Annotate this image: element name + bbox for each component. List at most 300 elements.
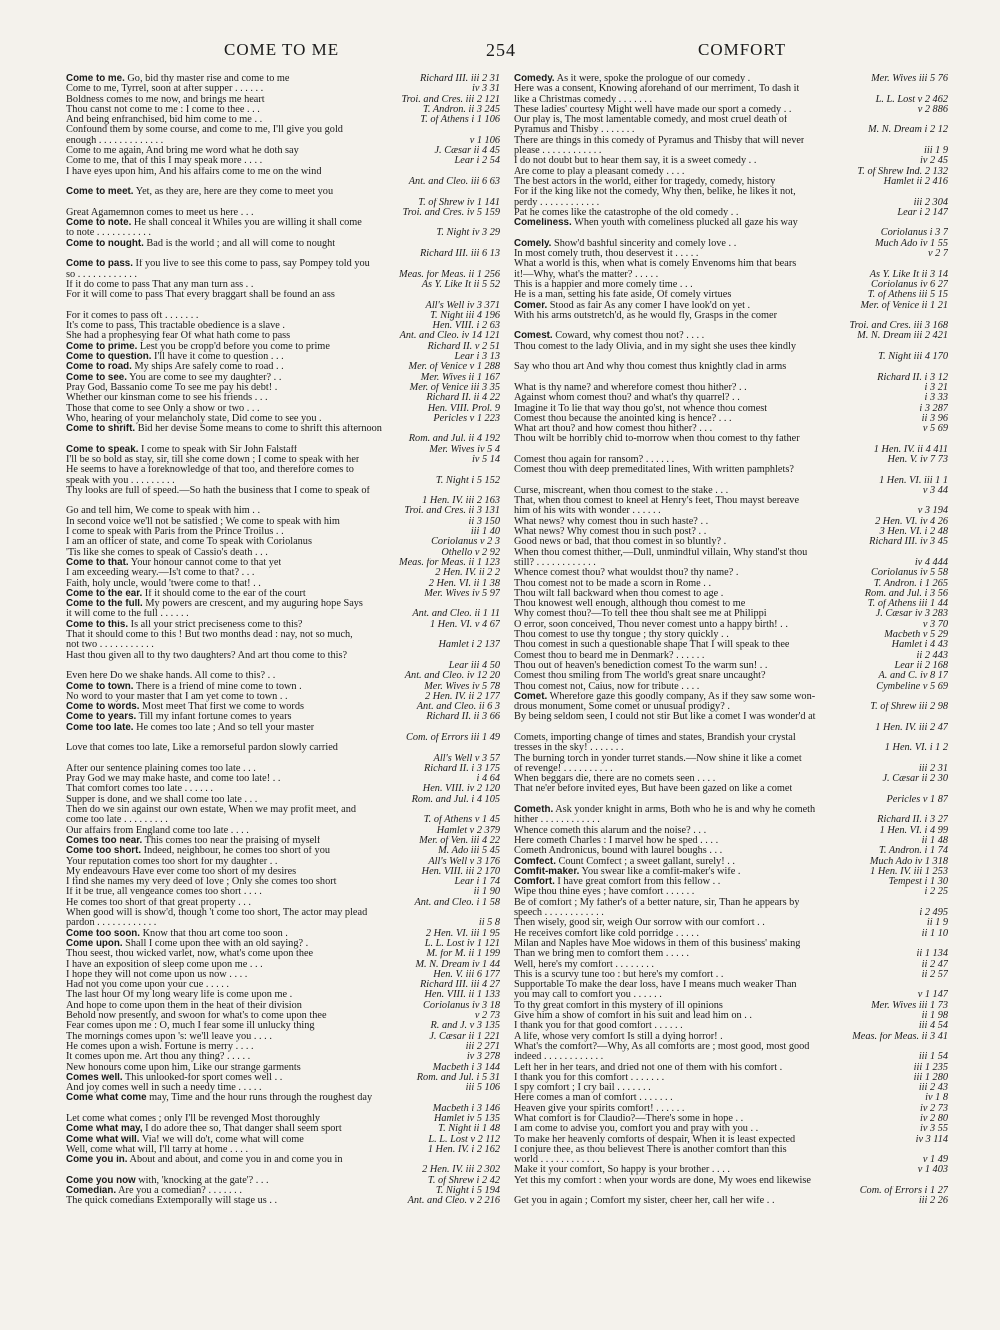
- quote: This comes too near the praising of myself: [142, 835, 321, 846]
- quote: Your reputation comes too short for my daughter . .: [66, 856, 278, 867]
- play-reference: Troi. and Cres. ii 3 131: [404, 506, 500, 517]
- entry-line: [514, 517, 948, 527]
- quotation-text: [514, 702, 730, 712]
- quotation-text: [66, 1093, 372, 1103]
- entry-line: [66, 208, 500, 218]
- entry-line: [66, 548, 500, 558]
- quote: Against whom comest thou? and what's thy quarrel? . .: [514, 393, 740, 404]
- play-reference: M. N. Dream iv 1 44: [415, 959, 500, 970]
- quotation-text: [514, 125, 635, 135]
- play-reference: v 5 69: [922, 424, 948, 435]
- entry-line: [514, 383, 948, 393]
- headword: Come to note.: [66, 218, 132, 229]
- entry-line: [66, 579, 500, 589]
- play-reference: v 2 73: [474, 1011, 500, 1022]
- entry-line: [66, 414, 500, 424]
- play-reference: Richard II. v 2 51: [427, 341, 500, 352]
- quote: This is a scurvy tune too : but here's my comfort . .: [514, 969, 724, 980]
- quotation-text: [514, 1155, 600, 1165]
- headword: Comfort.: [514, 877, 555, 888]
- quote: so . . . . . . . . . . . .: [66, 269, 137, 280]
- quote: Say who thou art And why thou comest thus knightly clad in arms: [514, 362, 787, 373]
- headword: Come to the ear.: [66, 588, 143, 599]
- play-reference: Cymbeline v 5 69: [876, 681, 948, 692]
- quote: Who, hearing of your melancholy state, Did come to see you .: [66, 413, 322, 424]
- play-reference: iii 2 26: [918, 1196, 948, 1207]
- play-reference: iii 1 54: [918, 1052, 948, 1063]
- entry-line: [514, 784, 948, 794]
- entry-line: [514, 1021, 948, 1031]
- quote: Most meet That first we come to words: [139, 702, 305, 713]
- play-reference: v 2 7: [927, 249, 948, 260]
- quotation-text: [66, 486, 370, 496]
- page-header: [0, 40, 1000, 64]
- quotation-text: [514, 1093, 673, 1103]
- quote: I spy comfort ; I cry bail . . . . . . .: [514, 1083, 651, 1094]
- quote: This is a happier and more comely time . . .: [514, 279, 693, 290]
- play-reference: Richard II. ii 3 66: [426, 712, 500, 723]
- play-reference: Richard II. ii 4 22: [426, 393, 500, 404]
- quotation-text: [514, 949, 689, 959]
- quote: With his arms outstretch'd, as he would fly, Grasps in the comer: [514, 310, 778, 321]
- entry-line: [66, 857, 500, 867]
- quotation-text: [514, 434, 800, 444]
- quote: In second voice we'll not be satisfied ; We come to speak with him: [66, 516, 340, 527]
- page-number: 254: [486, 40, 516, 60]
- quote: Via! we will do't, come what will come: [139, 1134, 304, 1145]
- quote: Come to me, that of this I may speak more . . . .: [66, 156, 263, 167]
- quote: Love that comes too late, Like a remorseful pardon slowly carried: [66, 743, 338, 754]
- quotation-text: [66, 1155, 343, 1165]
- play-reference: T. Andron. ii 3 245: [422, 104, 500, 115]
- entry-line: [66, 198, 500, 208]
- entry-line: [514, 651, 948, 661]
- quote: I do adore thee so, That danger shall seem sport: [142, 1124, 342, 1135]
- play-reference: Richard II. i 3 175: [424, 763, 500, 774]
- quote: Ask yonder knight in arms, Both who he is and why he cometh: [553, 805, 816, 816]
- play-reference: J. Cæsar ii 1 221: [429, 1031, 500, 1042]
- entry-line: [514, 249, 948, 259]
- entry-line: [514, 826, 948, 836]
- play-reference: Pericles v 1 223: [433, 413, 500, 424]
- entry-line: [514, 404, 948, 414]
- entry-line: [66, 537, 500, 547]
- entry-line: [66, 1165, 500, 1175]
- entry-line: [66, 887, 500, 897]
- play-reference: Com. of Errors i 1 27: [859, 1186, 948, 1197]
- quote: Here comes a man of comfort . . . . . . .: [514, 1093, 673, 1104]
- quote: Then do we sin against our own estate, When we may profit meet, and: [66, 805, 357, 816]
- quotation-text: [514, 939, 800, 949]
- entry-line: [66, 651, 500, 661]
- headword: Come too late.: [66, 722, 134, 733]
- quotation-text: [514, 290, 731, 300]
- quotation-text: [66, 136, 163, 146]
- entry-line: [66, 125, 500, 135]
- quote: The mornings comes upon 's: we'll leave you . . . .: [66, 1031, 272, 1042]
- quotation-text: [514, 877, 720, 887]
- quotation-text: [66, 1011, 327, 1021]
- quote: Yet, as they are, here are they come to meet you: [133, 187, 334, 198]
- entry-line: [66, 331, 500, 341]
- quotation-text: [514, 599, 745, 609]
- quote: Imagine it To lie that way thou go'st, not whence thou comest: [514, 403, 768, 414]
- headword: Comest.: [514, 331, 553, 342]
- quote: You swear like a comfit-maker's wife .: [579, 866, 741, 877]
- play-reference: iv 2 45: [919, 156, 948, 167]
- play-reference: T. of Shrew iv 1 141: [418, 197, 500, 208]
- play-reference: Hen. VIII. iv 2 120: [422, 784, 500, 795]
- play-reference: Mer. of Venice iii 3 35: [409, 382, 500, 393]
- headword: Come what will.: [66, 1134, 140, 1145]
- quotation-text: [66, 836, 320, 846]
- entry-line: [66, 465, 500, 475]
- quotation-text: [514, 1073, 664, 1083]
- quote: What art thou? and how comest thou hither? . . .: [514, 424, 713, 435]
- quotation-text: [514, 692, 815, 702]
- quotation-text: [66, 218, 362, 228]
- quote: Get you in again ; Comfort my sister, cheer her, call her wife . .: [514, 1196, 775, 1207]
- play-reference: i 3 33: [924, 393, 948, 404]
- play-reference: A. and C. iv 8 17: [878, 671, 948, 682]
- entry-line: [514, 259, 948, 269]
- entry-line: [66, 960, 500, 970]
- quote: I'll be so bold as stay, sir, till she come down ; I come to speak with her: [66, 454, 360, 465]
- quote: About and about, and come you in and come you in: [127, 1155, 343, 1166]
- quotation-text: [66, 1052, 250, 1062]
- quote: Left her in her tears, and dried not one of them with his comfort .: [514, 1062, 783, 1073]
- quotation-text: [66, 537, 312, 547]
- quotation-text: [514, 857, 735, 867]
- quote: not two . . . . . . . . . . .: [66, 640, 154, 651]
- quotation-text: [66, 630, 353, 640]
- play-reference: v 1 403: [917, 1165, 948, 1176]
- entry-line: [514, 712, 948, 722]
- quotation-text: [514, 280, 693, 290]
- entry-line: [514, 198, 948, 208]
- entry-line: [514, 620, 948, 630]
- quotation-text: [66, 929, 288, 939]
- quote: It comes upon me. Art thou any thing? . . . . .: [66, 1052, 251, 1063]
- quotation-text: [514, 1011, 752, 1021]
- play-reference: 2 Hen. IV. ii 2 2: [435, 568, 500, 579]
- play-reference: Much Ado iv 1 318: [869, 856, 948, 867]
- play-reference: 1 Hen. IV. i 2 162: [427, 1144, 500, 1155]
- play-reference: 1 Hen. VI. iii 1 1: [879, 475, 948, 486]
- entry-line: [514, 239, 948, 249]
- entry-line: [514, 342, 948, 352]
- headword: Come to nought.: [66, 238, 144, 249]
- entry-line: [66, 733, 500, 743]
- play-reference: Richard II. i 3 27: [877, 815, 948, 826]
- entry-line: [514, 95, 948, 105]
- quotation-text: [514, 640, 789, 650]
- entry-line: [514, 548, 948, 558]
- play-reference: Troi. and Cres. iii 3 168: [849, 321, 948, 332]
- quote: Indeed, neighbour, he comes too short of you: [141, 846, 331, 857]
- play-reference: All's Well v 3 176: [428, 856, 500, 867]
- entry-line: [66, 280, 500, 290]
- quote: you may call to comfort you . . . . . .: [514, 990, 662, 1001]
- quotation-text: [514, 887, 694, 897]
- entry-line: [514, 414, 948, 424]
- quotation-text: [66, 867, 296, 877]
- headword: Comer.: [514, 300, 548, 311]
- quotation-text: [514, 980, 797, 990]
- entry-line: [66, 1032, 500, 1042]
- quote: I have an exposition of sleep come upon me . . .: [66, 959, 263, 970]
- quote: Thou wilt be horribly chid to-morrow when thou comest to thy father: [514, 434, 800, 445]
- quote: I thank you for this comfort . . . . . . .: [514, 1072, 665, 1083]
- quote: speak with you . . . . . . . . .: [66, 475, 175, 486]
- entry-line: [514, 990, 948, 1000]
- quote: It's come to pass, This tractable obedience is a slave .: [66, 321, 285, 332]
- entry-line: [66, 249, 500, 259]
- quote: Bad is the world ; and all will come to nought: [143, 238, 336, 249]
- play-reference: L. L. Lost v 2 112: [428, 1134, 500, 1145]
- quote: I am come to advise you, comfort you and pray with you . .: [514, 1124, 759, 1135]
- quotation-text: [66, 1021, 315, 1031]
- quote: As it were, spoke the prologue of our comedy .: [554, 74, 751, 84]
- quotation-text: [514, 1124, 758, 1134]
- quotation-text: [66, 826, 249, 836]
- quotation-text: [66, 949, 313, 959]
- play-reference: ii 5 8: [478, 918, 500, 929]
- headword: Come you in.: [66, 1155, 128, 1166]
- play-reference: v 3 44: [922, 485, 948, 496]
- quotation-text: [66, 1001, 302, 1011]
- entry-line: [66, 1011, 500, 1021]
- entry-line: [514, 1073, 948, 1083]
- entry-line: [514, 373, 948, 383]
- play-reference: v 1 106: [469, 135, 500, 146]
- entry-line: [514, 795, 948, 805]
- entry-line: [66, 1176, 500, 1186]
- quotation-text: [514, 177, 775, 187]
- entry-line: [514, 1196, 948, 1206]
- quote: Great Agamemnon comes to meet us here . . .: [66, 207, 254, 218]
- quotation-text: [514, 115, 787, 125]
- entry-line: [514, 445, 948, 455]
- quotation-text: [514, 331, 704, 341]
- quotation-text: [66, 784, 213, 794]
- play-reference: T. Night i 5 194: [435, 1186, 500, 1197]
- entry-line: [514, 733, 948, 743]
- quote: it!—Why, what's the matter? . . . . .: [514, 269, 659, 280]
- entry-line: [66, 404, 500, 414]
- play-reference: iv 3 114: [915, 1134, 948, 1145]
- quote: He seems to have a foreknowledge of that too, and therefore comes to: [66, 465, 354, 476]
- quote: Make it your comfort, So happy is your brother . . . .: [514, 1165, 730, 1176]
- entry-line: [66, 589, 500, 599]
- quotation-text: [66, 764, 256, 774]
- quotation-text: [66, 476, 175, 486]
- entry-line: [514, 115, 948, 125]
- quote: Supportable To make the dear loss, have I means much weaker Than: [514, 980, 797, 991]
- quote: I am exceeding weary.—Is't come to that? . . .: [66, 568, 255, 579]
- quotation-text: [66, 239, 335, 249]
- entry-line: [66, 558, 500, 568]
- quotation-text: [514, 1032, 723, 1042]
- entry-line: [514, 723, 948, 733]
- headword: Come to see.: [66, 372, 127, 383]
- entry-line: [514, 105, 948, 115]
- play-reference: iii 4 54: [918, 1021, 948, 1032]
- entry-line: [514, 1114, 948, 1124]
- quote: of revenge! . . . . . . . . . .: [514, 763, 613, 774]
- play-reference: iii 1 280: [913, 1072, 948, 1083]
- entry-line: [514, 465, 948, 475]
- play-reference: ii 2 443: [916, 650, 948, 661]
- quote: Comets, importing change of times and states, Brandish your crystal: [514, 733, 796, 743]
- entry-line: [514, 476, 948, 486]
- quotation-text: [66, 651, 347, 661]
- play-reference: As Y. Like It ii 5 52: [421, 279, 500, 290]
- entry-line: [66, 877, 500, 887]
- play-reference: ii 1 48: [921, 835, 948, 846]
- quotation-text: [66, 743, 338, 753]
- entry-line: [514, 579, 948, 589]
- entry-line: [66, 692, 500, 702]
- quote: Than we bring men to comfort them . . . . .: [514, 949, 690, 960]
- quotation-text: [66, 723, 314, 733]
- quotation-text: [514, 383, 747, 393]
- play-reference: iii 1 235: [913, 1062, 948, 1073]
- quotation-text: [66, 125, 343, 135]
- quotation-text: [66, 84, 263, 94]
- play-reference: J. Cæsar ii 2 30: [882, 774, 948, 785]
- quote: Heaven give your spirits comfort! . . . . . .: [514, 1103, 685, 1114]
- play-reference: Othello v 2 92: [441, 547, 500, 558]
- quote: Are come to play a pleasant comedy . . . .: [514, 166, 685, 177]
- headword: Comfit-maker.: [514, 866, 580, 877]
- quotation-text: [514, 198, 599, 208]
- entry-line: [66, 784, 500, 794]
- quote: hither . . . . . . . . . . . .: [514, 815, 600, 826]
- quotation-text: [66, 1032, 272, 1042]
- entry-line: [514, 743, 948, 753]
- play-reference: Mer. Wives iv 5 97: [424, 588, 500, 599]
- quote: Our affairs from England come too late . . . .: [66, 825, 249, 836]
- headword: Come to road.: [66, 362, 132, 373]
- quote: To make her heavenly comforts of despair, When it is least expected: [514, 1134, 796, 1145]
- quotation-text: [66, 517, 340, 527]
- play-reference: 3 Hen. VI. i 2 48: [879, 527, 948, 538]
- play-reference: T. Andron. i 1 74: [878, 846, 948, 857]
- quotation-text: [66, 342, 330, 352]
- play-reference: 1 Hen. VI. i 1 2: [884, 743, 948, 754]
- quote: Come to me, Tyrrel, soon at after supper . . . . . .: [66, 84, 264, 95]
- quotation-text: [66, 146, 299, 156]
- play-reference: iii 2 43: [918, 1083, 948, 1094]
- quote: Comest thou again for ransom? . . . . . .: [514, 454, 675, 465]
- play-reference: Richard II. i 3 12: [877, 372, 948, 383]
- quotation-text: [66, 1063, 301, 1073]
- play-reference: Mer. of Venice v 1 288: [408, 362, 500, 373]
- quote: still? . . . . . . . . . . . .: [514, 557, 596, 568]
- quote: Yet this my comfort : when your words are done, My woes end likewise: [514, 1175, 811, 1186]
- play-reference: Coriolanus v 2 3: [431, 537, 500, 548]
- quotation-text: [514, 1114, 743, 1124]
- quote: By being seldom seen, I could not stir But like a comet I was wonder'd at: [514, 712, 816, 723]
- quote: Behold now presently, and swoon for what's to come upon thee: [66, 1011, 327, 1022]
- quote: Coward, why comest thou not? . . . .: [552, 331, 705, 342]
- entry-line: [66, 795, 500, 805]
- quote: For it will come to pass That every braggart shall be found an ass: [66, 290, 335, 301]
- quotation-text: [66, 980, 229, 990]
- entry-line: [66, 754, 500, 764]
- quotation-text: [66, 898, 251, 908]
- quote: New honours come upon him, Like our strange garments: [66, 1062, 301, 1073]
- quote: These ladies' courtesy Might well have made our sport a comedy . .: [514, 104, 792, 115]
- quote: please . . . . . . . . . . . .: [514, 146, 602, 157]
- quote: That comfort comes too late . . . . . .: [66, 784, 213, 795]
- quote: Thou comest in such a questionable shape That I will speak to thee: [514, 640, 790, 651]
- headword: Come to question.: [66, 352, 152, 363]
- play-reference: Ant. and Cleo. v 2 216: [407, 1196, 500, 1207]
- quote: I do not doubt but to hear them say, it is a sweet comedy . .: [514, 156, 757, 167]
- quote: You are come to see my daughter? . .: [126, 372, 282, 383]
- entry-line: [514, 290, 948, 300]
- quote: Thou comest to the lady Olivia, and in my sight she uses thee kindly: [514, 341, 796, 352]
- play-reference: ii 1 10: [921, 928, 948, 939]
- quote: He receives comfort like cold porridge . . . . .: [514, 928, 699, 939]
- entry-line: [514, 187, 948, 197]
- play-reference: Hen. VIII. ii 1 133: [424, 990, 500, 1001]
- quotation-text: [66, 74, 290, 84]
- entry-line: [514, 1001, 948, 1011]
- play-reference: Richard III. iii 4 27: [420, 980, 500, 991]
- play-reference: i 4 64: [476, 774, 500, 785]
- quote: Thou seest, thou wicked varlet, now, what's come upon thee: [66, 949, 314, 960]
- quotation-text: [514, 898, 799, 908]
- entry-line: [66, 949, 500, 959]
- entry-line: [66, 712, 500, 722]
- play-reference: T. of Athens i 1 106: [420, 115, 500, 126]
- headword: Come to years.: [66, 712, 137, 723]
- quotation-text: [66, 558, 281, 568]
- quote: Let come what comes ; only I'll be revenged Most thoroughly: [66, 1113, 321, 1124]
- quotation-text: [514, 95, 652, 105]
- play-reference: Mer. Wives iii 1 73: [871, 1000, 948, 1011]
- entry-line: [514, 918, 948, 928]
- quote: Even here Do we shake hands. All come to this? . .: [66, 671, 276, 682]
- quotation-text: [514, 486, 728, 496]
- quote: Whence comest thou? what wouldst thou? thy name? .: [514, 568, 739, 579]
- quote: Thou knowest well enough, although thou comest to me: [514, 599, 746, 610]
- entry-line: [514, 599, 948, 609]
- quote: Hast thou given all to thy two daughters? And art thou come to this?: [66, 650, 348, 661]
- play-reference: Mer. Wives iii 5 76: [871, 74, 948, 84]
- quote: Well, here's my comfort . . . . . . . .: [514, 959, 655, 970]
- quote: I come to speak with Sir John Falstaff: [138, 444, 298, 455]
- right-column: [514, 74, 948, 1319]
- header-right-keyword: COMFORT: [698, 40, 787, 59]
- entry-line: [66, 301, 500, 311]
- entry-line: [66, 84, 500, 94]
- entry-line: [66, 1145, 500, 1155]
- entry-line: [66, 1155, 500, 1165]
- entry-line: [514, 352, 948, 362]
- play-reference: M. N. Dream i 2 12: [868, 125, 948, 136]
- quote: There is a friend of mine come to town .: [133, 681, 302, 692]
- quotation-text: [66, 970, 247, 980]
- entry-line: [514, 156, 948, 166]
- header-left-keyword: COME TO ME: [224, 40, 340, 59]
- play-reference: Lear i 1 74: [454, 877, 500, 888]
- entry-line: [66, 95, 500, 105]
- quotation-text: [66, 187, 333, 197]
